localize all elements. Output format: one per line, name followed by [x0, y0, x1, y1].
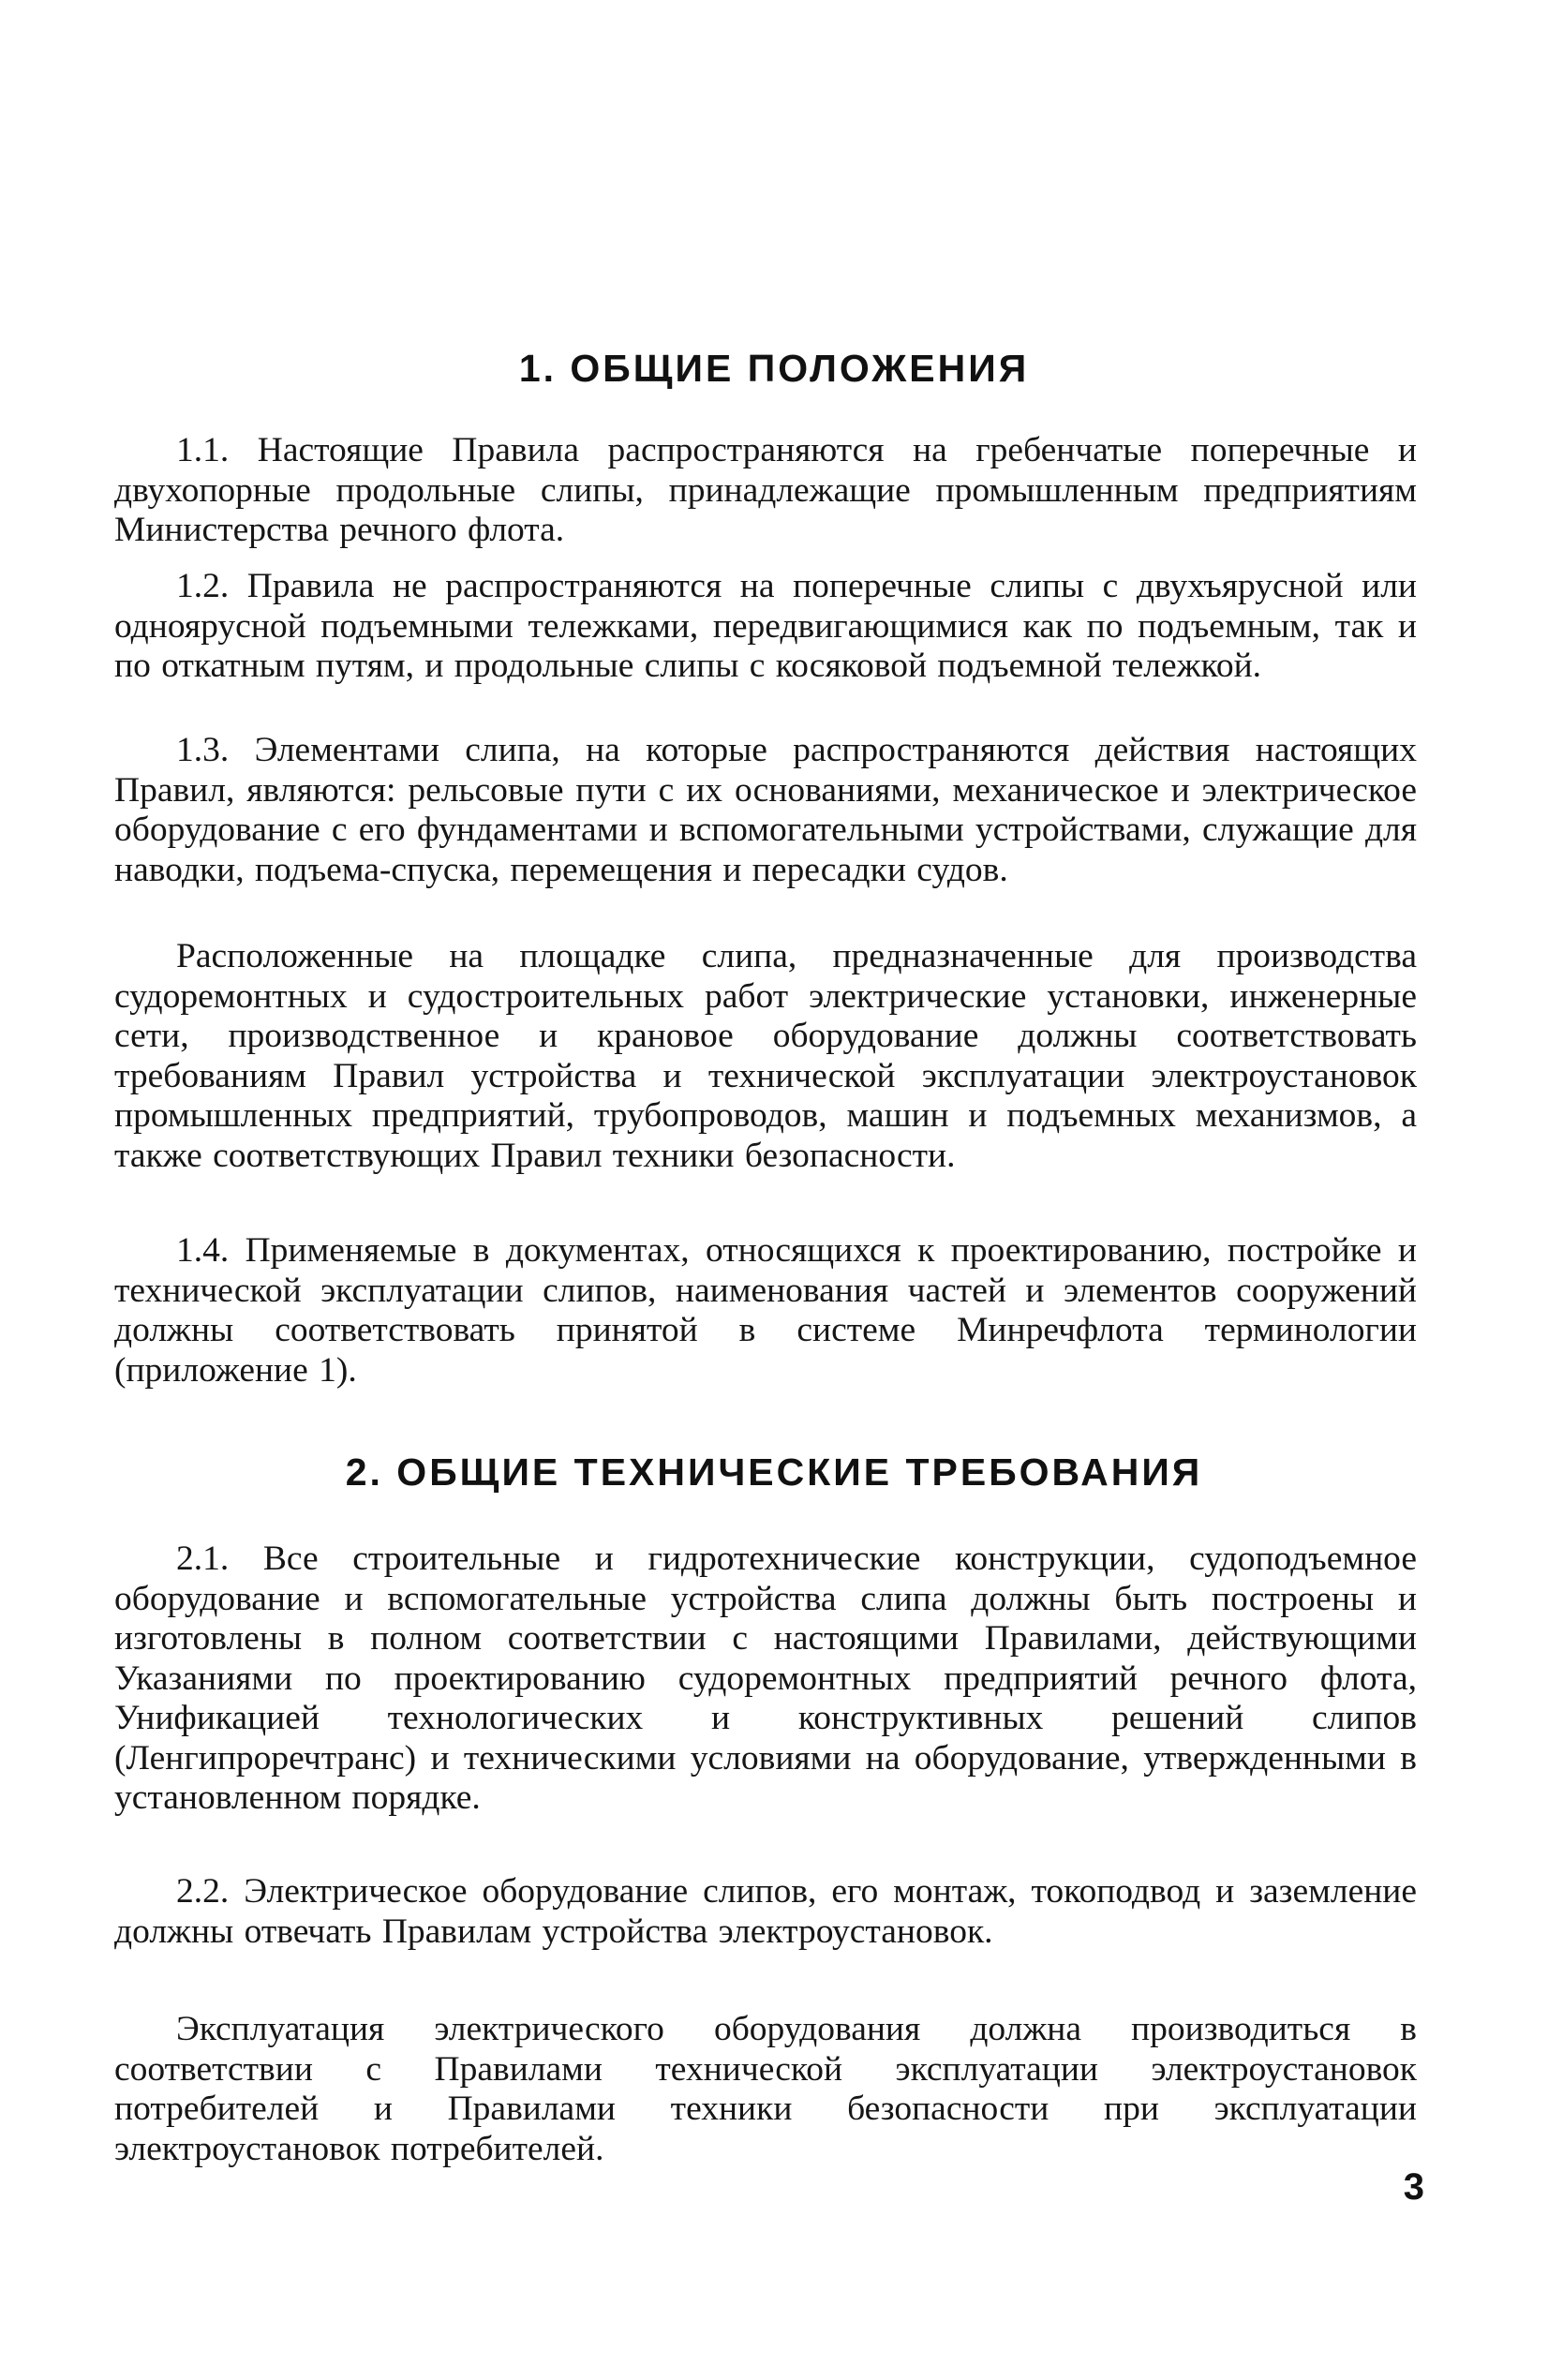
paragraph-2-1: 2.1. Все строительные и гидротехнические конструкции, судоподъемное оборудование и вспомогательные устройства слипа должны быть построены и изготовлены в полном соответствии с настоящими Правилами, действующими Указаниями по проектированию судоремонтных предприятий речного флота, Унификацией технологических и конструктивных решений слипов (Ленгипроречтранс) и техническими условиями на оборудование, утвержденными в установленном порядке. [114, 1540, 1417, 1817]
section-2-heading: 2. ОБЩИЕ ТЕХНИЧЕСКИЕ ТРЕБОВАНИЯ [345, 1450, 1203, 1494]
paragraph-1-3: 1.3. Элементами слипа, на которые распространяются действия настоящих Правил, являются: рельсовые пути с их основаниями, механическое и электрическое оборудование с его фундаментами и вспомогательными устройствами, служащие для наводки, подъема-спуска, перемещения и пересадки судов. [114, 731, 1417, 889]
page-number: 3 [1403, 2166, 1424, 2208]
paragraph-2-2-continuation: Эксплуатация электрического оборудования должна производиться в соответствии с Правилами технической эксплуатации электроустановок потребителей и Правилами техники безопасности при эксплуатации электроустановок потребителей. [114, 2010, 1417, 2168]
paragraph-2-2: 2.2. Электрическое оборудование слипов, его монтаж, токоподвод и заземление должны отвечать Правилам устройства электроустановок. [114, 1872, 1417, 1951]
paragraph-1-2: 1.2. Правила не распространяются на поперечные слипы с двухъярусной или одноярусной подъемными тележками, передвигающимися как по подъемным, так и по откатным путям, и продольные слипы с косяковой подъемной тележкой. [114, 567, 1417, 685]
paragraph-1-3-continuation: Расположенные на площадке слипа, предназначенные для производства судоремонтных и судостроительных работ электрические установки, инженерные сети, производственное и крановое оборудование должны соответствовать требованиям Правил устройства и технической эксплуатации электроустановок промышленных предприятий, трубопроводов, машин и подъемных механизмов, а также соответствующих Правил техники безопасности. [114, 937, 1417, 1175]
paragraph-1-4: 1.4. Применяемые в документах, относящихся к проектированию, постройке и технической эксплуатации слипов, наименования частей и элементов сооружений должны соответствовать принятой в системе Минречфлота терминологии (приложение 1). [114, 1231, 1417, 1390]
paragraph-1-1: 1.1. Настоящие Правила распространяются на гребенчатые поперечные и двухопорные продольные слипы, принадлежащие промышленным предприятиям Министерства речного флота. [114, 431, 1417, 549]
section-1-heading: 1. ОБЩИЕ ПОЛОЖЕНИЯ [518, 347, 1030, 390]
